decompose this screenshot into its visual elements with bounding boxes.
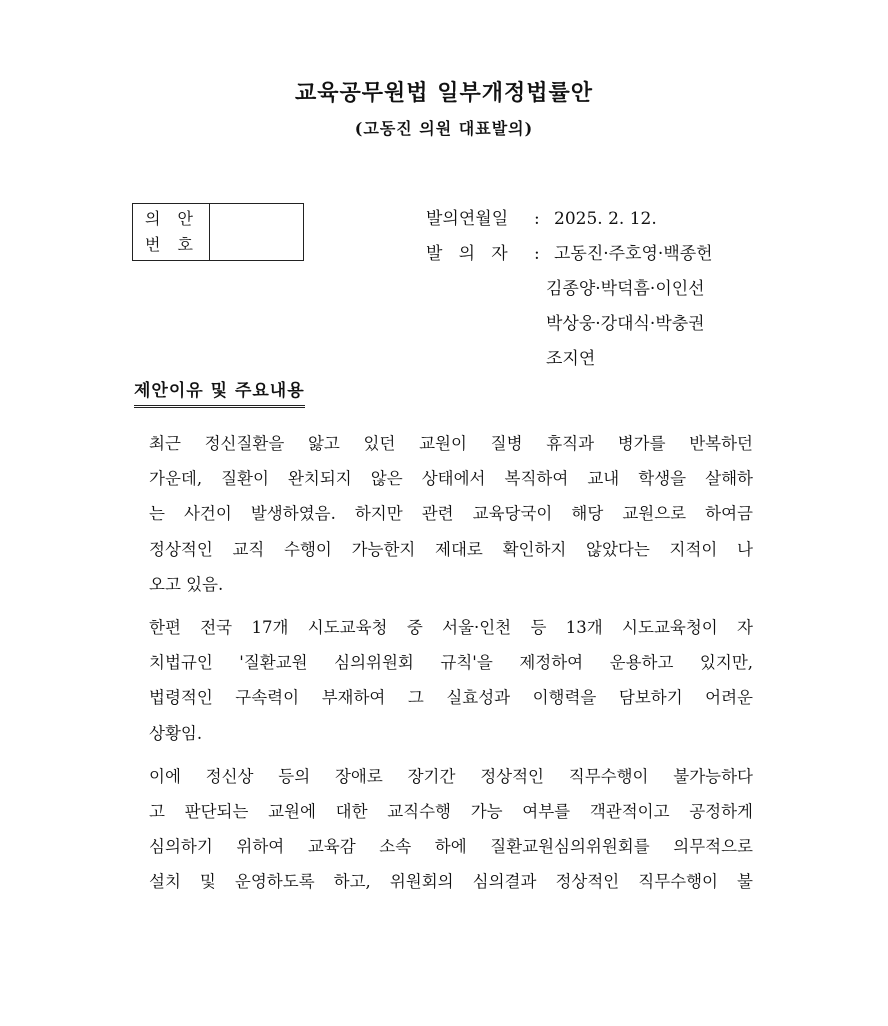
proposers-line-1: 고동진·주호영·백종헌 (554, 244, 713, 264)
bill-number-label (133, 204, 210, 260)
paragraph-line: 상황임. (149, 723, 203, 743)
proposers-line-3: 박상웅·강대식·박충권 (546, 314, 705, 334)
bill-number-label-line2: 번 호 (145, 235, 199, 254)
proposal-date-colon: : (534, 209, 540, 229)
paragraph-line: 고 판단되는 교원에 대한 교직수행 가능 여부를 객관적이고 공정하게 (149, 802, 753, 822)
paragraph-line: 이에 정신상 등의 장애로 장기간 정상적인 직무수행이 불가능하다 (149, 766, 753, 786)
section-heading: 제안이유 및 주요내용 (134, 376, 305, 408)
paragraph-line: 설치 및 운영하도록 하고, 위원회의 심의결과 정상적인 직무수행이 불 (149, 872, 753, 892)
proposer-label: 발 의 자 (426, 244, 508, 264)
proposers-line-4: 조지연 (546, 349, 596, 369)
paragraph-line: 가운데, 질환이 완치되지 않은 상태에서 복직하여 교내 학생을 살해하 (149, 469, 753, 489)
proposer-colon: : (534, 244, 540, 264)
paragraph-line: 정상적인 교직 수행이 가능한지 제대로 확인하지 않았다는 지적이 나 (149, 539, 753, 559)
paragraph-line: 한편 전국 17개 시도교육청 중 서울·인천 등 13개 시도교육청이 자 (149, 618, 753, 638)
proposal-date-value: 2025. 2. 12. (554, 209, 657, 229)
paragraph-line: 법령적인 구속력이 부재하여 그 실효성과 이행력을 담보하기 어려운 (149, 688, 753, 708)
paragraph-line: 오고 있음. (149, 574, 224, 594)
paragraph-line: 치법규인 '질환교원 심의위원회 규칙'을 제정하여 운용하고 있지만, (149, 653, 753, 673)
proposal-date-label: 발의연월일 (426, 209, 509, 229)
paragraph-2 (133, 610, 753, 751)
paragraph-3 (133, 759, 753, 900)
bill-number-label-line1: 의 안 (145, 209, 199, 228)
paragraph-line: 심의하기 위하여 교육감 소속 하에 질환교원심의위원회를 의무적으로 (149, 837, 753, 857)
document-subtitle: (고동진 의원 대표발의) (354, 119, 534, 138)
bill-number-box (132, 203, 304, 261)
bill-number-value (211, 204, 303, 260)
document-title: 교육공무원법 일부개정법률안 (295, 80, 593, 106)
proposers-line-2: 김종양·박덕흠·이인선 (546, 279, 705, 299)
body-text (133, 426, 753, 900)
paragraph-1 (133, 426, 753, 602)
paragraph-line: 는 사건이 발생하였음. 하지만 관련 교육당국이 해당 교원으로 하여금 (149, 504, 753, 524)
paragraph-line: 최근 정신질환을 앓고 있던 교원이 질병 휴직과 병가를 반복하던 (149, 434, 753, 453)
